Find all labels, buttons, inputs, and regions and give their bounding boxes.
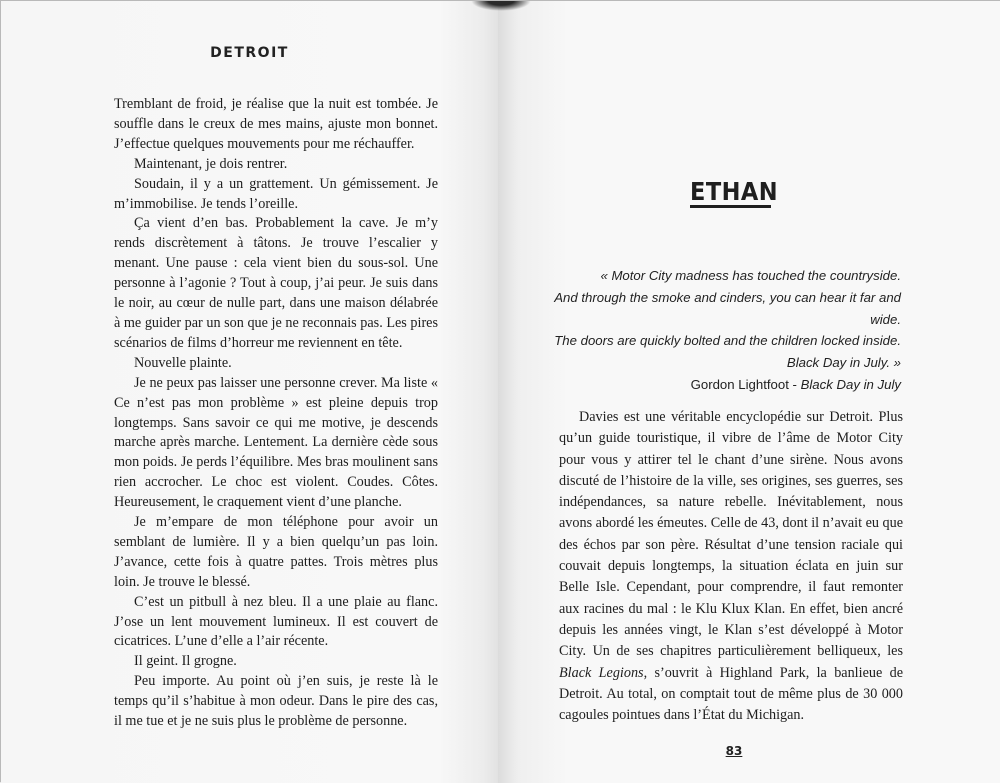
epigraph-song-title: Black Day in July bbox=[800, 376, 901, 392]
epigraph-author: Gordon Lightfoot - bbox=[690, 376, 801, 392]
epigraph-line: Black Day in July. » bbox=[786, 355, 901, 371]
paragraph-text: Davies est une véritable encyclopédie sur Detroit. Plus qu’un guide touristique, il vibre de l’âme de Motor City pour vous y attirer tel le chant d’une sirène. Nous avons discuté de l’histoire de la ville, ses origines, ses guerres, ses indépendances, sa nature rebelle. Inévitablement, nous avons abordé les émeutes. Celle de 43, dont il n’avait eu que des échos par son père. Résultat d’une tension raciale qui couvait depuis longtemps, la situation éclata en juin sur Belle Isle. Cependant, pour comprendre, il faut remonter aux racines du mal : le Klu Klux Klan. En effet, bien ancré depuis les années vingt, le Klan s’est développé à Motor City. Un de ses chapitres particulièrement belliqueux, les bbox=[559, 409, 903, 660]
epigraph-attribution bbox=[521, 374, 901, 396]
chapter-title: ETHAN bbox=[690, 177, 779, 206]
paragraph: Soudain, il y a un grattement. Un gémissement. Je m’immobilise. Je tends l’oreille. bbox=[114, 175, 438, 212]
paragraph bbox=[559, 407, 903, 726]
left-page bbox=[1, 1, 498, 783]
epigraph bbox=[521, 265, 901, 396]
paragraph: Je ne peux pas laisser une personne crever. Ma liste « Ce n’est pas mon problème » est pleine depuis trop longtemps. Sans savoir ce qui me motive, je descends marche après marche. Lentement. La dernière cède sous mon poids. Je perds l’équilibre. Mes bras moulinent sans rien accrocher. Le choc est violent. Coudes. Côtes. Heureusement, le craquement vient d’une planche. bbox=[114, 374, 438, 511]
paragraph: Il geint. Il grogne. bbox=[134, 653, 237, 670]
paragraph: Nouvelle plainte. bbox=[134, 354, 232, 371]
page-number: 83 bbox=[725, 744, 743, 758]
running-head: DETROIT bbox=[210, 45, 289, 61]
paragraph: Tremblant de froid, je réalise que la nuit est tombée. Je souffle dans le creux de mes mains, ajuste mon bonnet. J’effectue quelques mouvements pour me réchauffer. bbox=[114, 96, 438, 152]
epigraph-line: « Motor City madness has touched the countryside. bbox=[600, 268, 901, 283]
paragraph: C’est un pitbull à nez bleu. Il a une plaie au flanc. J’ose un lent mouvement lumineux. Il est couvert de cicatrices. L’une d’elle a l’air récente. bbox=[114, 593, 438, 650]
paragraph: Je m’empare de mon téléphone pour avoir un semblant de lumière. Il y a bien quelqu’un pas loin. J’avance, cette fois à quatre pattes. Trois mètres plus loin. Je trouve le blessé. bbox=[114, 514, 438, 590]
epigraph-line: And through the smoke and cinders, you can hear it far and wide. bbox=[554, 289, 901, 327]
paragraph-italic-text: Black Legions bbox=[559, 664, 644, 681]
paragraph: Maintenant, je dois rentrer. bbox=[134, 155, 288, 172]
left-page-body bbox=[114, 95, 438, 732]
right-page-body bbox=[559, 407, 903, 726]
paragraph: Ça vient d’en bas. Probablement la cave. Je m’y rends discrètement à tâtons. Je trouve l’escalier y menant. Une pause : cela vient bien du sous-sol. Une personne à l’agonie ? Tout à coup, j’ai peur. Je suis dans le noir, au cœur de nulle part, dans une maison délabrée à me guider par un son que je ne reconnais pas. Les pires scénarios de films d’horreur me reviennent en tête. bbox=[114, 215, 438, 351]
paragraph: Peu importe. Au point où j’en suis, je reste là le temps qu’il s’habitue à mon odeur. Dans le pire des cas, il me tue et je ne suis plus le problème de personne. bbox=[114, 673, 438, 730]
paragraph-text: , s’ouvrit à Highland Park, la banlieue de Detroit. Au total, on comptait tout de même plus de 30 000 cagoules pointues dans l’État du Michigan. bbox=[559, 664, 903, 724]
gutter-shadow bbox=[471, 1, 531, 11]
epigraph-line: The doors are quickly bolted and the children locked inside. bbox=[554, 333, 901, 349]
